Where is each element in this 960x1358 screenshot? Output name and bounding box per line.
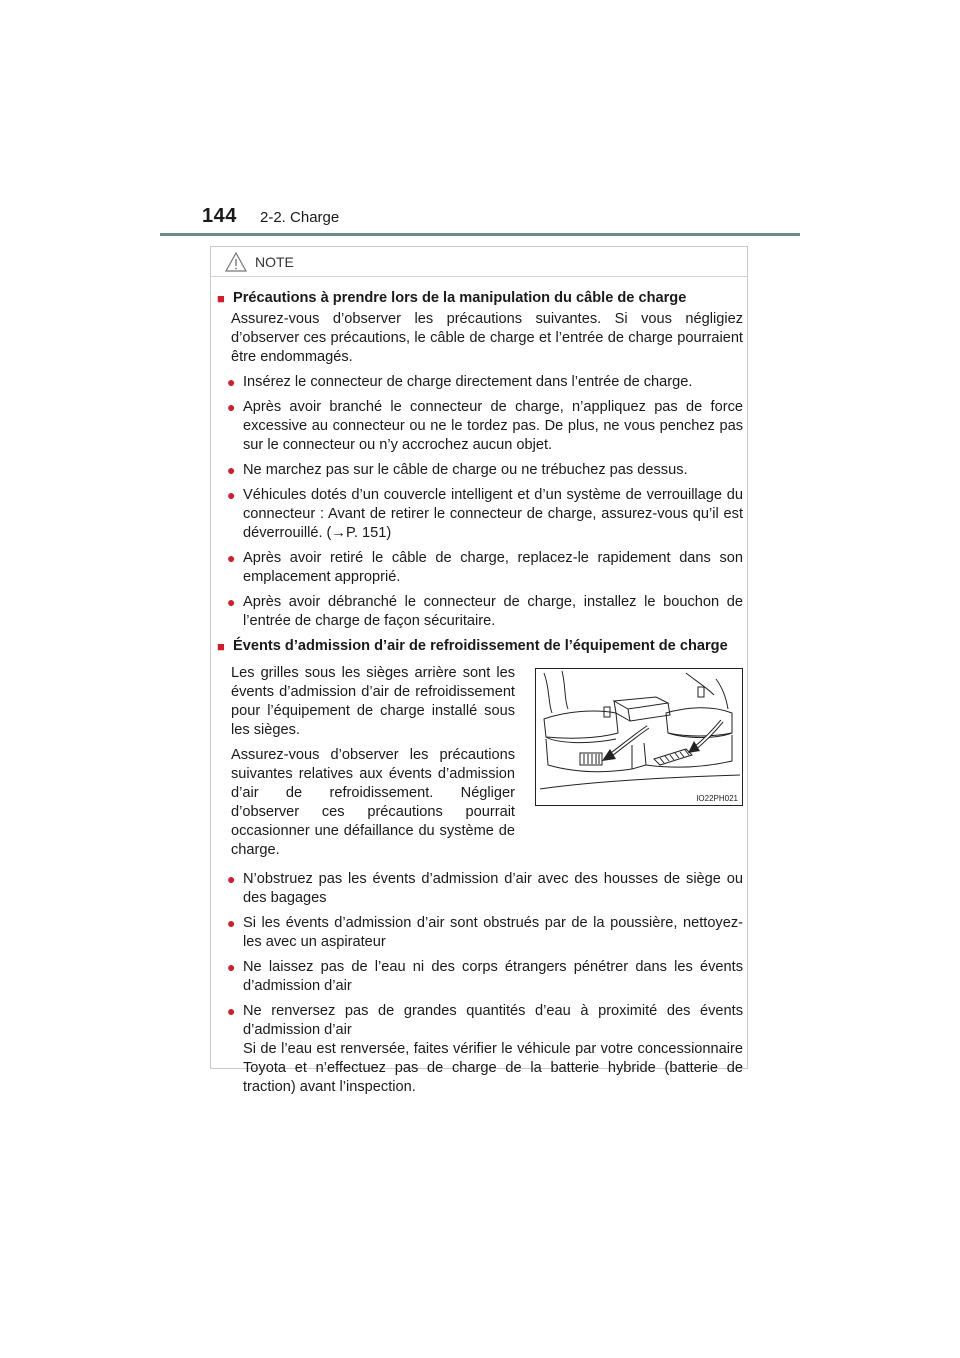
arrow-icon bbox=[602, 727, 648, 761]
intro-paragraph: Assurez-vous d’observer les précautions suivantes. Si vous négligiez d’observer ces précautions, le câble de charge et l’entrée de charge pourraient être endommagés. bbox=[231, 311, 743, 365]
circle-bullet-icon: ● bbox=[227, 550, 236, 566]
note-label: NOTE bbox=[255, 253, 294, 270]
note-box bbox=[210, 246, 748, 1095]
vent-grille-left bbox=[580, 753, 602, 765]
list-item bbox=[227, 870, 743, 908]
bullet-text: Véhicules dotés d’un couvercle intelligent et d’un système de verrouillage du connecteur : Avant de retirer le connecteur de charge, assurez-vous qu’il est déverrouillé. (→P. 151) bbox=[243, 487, 743, 541]
circle-bullet-icon: ● bbox=[227, 915, 236, 931]
bullet-text: Si les évents d’admission d’air sont obstrués par de la poussière, nettoyez-les avec un aspirateur bbox=[243, 915, 743, 950]
warning-triangle-icon bbox=[225, 252, 247, 272]
bullet-text: Après avoir débranché le connecteur de charge, installez le bouchon de l’entrée de charge de façon sécuritaire. bbox=[243, 594, 743, 629]
intake-row bbox=[217, 664, 743, 866]
vent-grille-right bbox=[654, 749, 692, 765]
square-bullet-icon: ■ bbox=[217, 291, 225, 306]
list-item bbox=[227, 549, 743, 587]
rear-seat-drawing bbox=[536, 669, 742, 805]
heading-text: Évents d’admission d’air de refroidissement de l’équipement de charge bbox=[233, 638, 728, 654]
note-content bbox=[217, 289, 743, 1097]
intake-text bbox=[231, 664, 515, 866]
precautions-paragraph: Assurez-vous d’observer les précautions suivantes relatives aux évents d’admission d’air de refroidissement. Négliger d’observer ces précautions pourrait occasionner une défaillance du système de charge. bbox=[231, 747, 515, 858]
circle-bullet-icon: ● bbox=[227, 374, 236, 390]
bullet-text: Après avoir retiré le câble de charge, replacez-le rapidement dans son emplacement approprié. bbox=[243, 550, 743, 585]
circle-bullet-icon: ● bbox=[227, 1003, 236, 1019]
header-rule bbox=[160, 233, 800, 236]
section-heading-cable bbox=[217, 289, 743, 308]
section-label: 2-2. Charge bbox=[260, 209, 340, 226]
list-item bbox=[227, 461, 743, 480]
list-item bbox=[227, 373, 743, 392]
heading-text: Précautions à prendre lors de la manipulation du câble de charge bbox=[233, 290, 687, 306]
list-item bbox=[227, 1002, 743, 1097]
list-item bbox=[227, 958, 743, 996]
page-number: 144 bbox=[202, 205, 237, 227]
circle-bullet-icon: ● bbox=[227, 594, 236, 610]
square-bullet-icon: ■ bbox=[217, 639, 225, 654]
circle-bullet-icon: ● bbox=[227, 871, 236, 887]
circle-bullet-icon: ● bbox=[227, 959, 236, 975]
bullet-text: Ne marchez pas sur le câble de charge ou ne trébuchez pas dessus. bbox=[243, 462, 688, 478]
bullet-text: Ne laissez pas de l’eau ni des corps étrangers pénétrer dans les évents d’admission d’air bbox=[243, 959, 743, 994]
bullet-text: Ne renversez pas de grandes quantités d’eau à proximité des évents d’admission d’air bbox=[243, 1003, 743, 1038]
bullet-text: Insérez le connecteur de charge directement dans l’entrée de charge. bbox=[243, 374, 693, 390]
note-header bbox=[211, 247, 747, 277]
circle-bullet-icon: ● bbox=[227, 399, 236, 415]
section-heading-vents bbox=[217, 637, 743, 656]
list-item bbox=[227, 486, 743, 543]
bullet-text-block bbox=[243, 1002, 743, 1097]
circle-bullet-icon: ● bbox=[227, 487, 236, 503]
list-item bbox=[227, 398, 743, 455]
figure-code: IO22PH021 bbox=[696, 794, 738, 803]
bullet-extra-text: Si de l’eau est renversée, faites vérifier le véhicule par votre concessionnaire Toyota et n’effectuez pas de charge de la batterie hybride (batterie de traction) avant l’inspection. bbox=[243, 1041, 743, 1095]
list-item bbox=[227, 914, 743, 952]
circle-bullet-icon: ● bbox=[227, 462, 236, 478]
list-item bbox=[227, 593, 743, 631]
vents-paragraph: Les grilles sous les sièges arrière sont les évents d’admission d’air de refroidissement pour l’équipement de charge installé sous les sièges. bbox=[231, 665, 515, 738]
bullet-text: N’obstruez pas les évents d’admission d’air avec des housses de siège ou des bagages bbox=[243, 871, 743, 906]
rear-seat-illustration bbox=[535, 668, 743, 806]
bullet-text: Après avoir branché le connecteur de charge, n’appliquez pas de force excessive au connecteur ou ne le tordez pas. De plus, ne vous penchez pas sur le connecteur ou n’y accrochez aucun objet. bbox=[243, 399, 743, 453]
